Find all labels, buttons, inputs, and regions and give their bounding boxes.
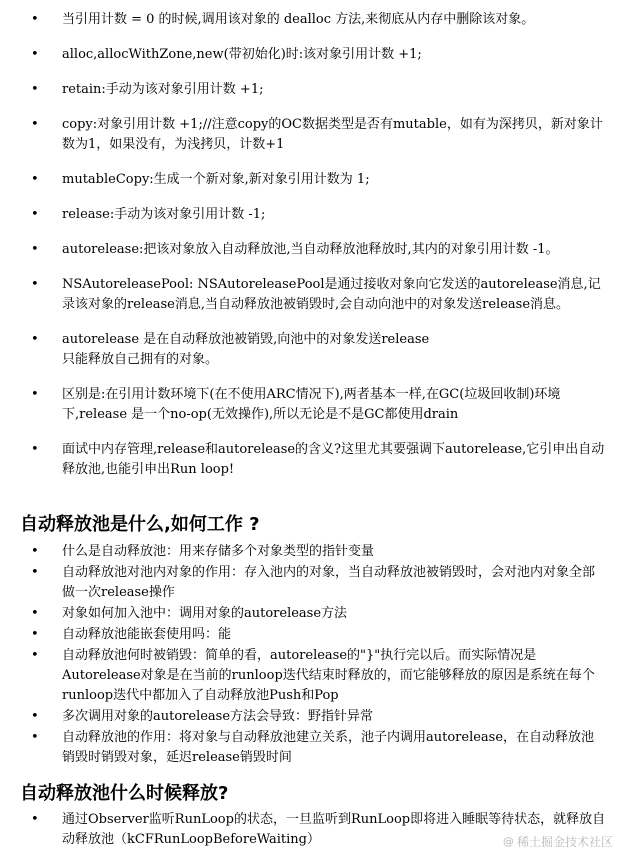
list-item-text: 什么是自动释放池：用来存储多个对象类型的指针变量: [62, 544, 375, 559]
bullet: •: [31, 207, 39, 222]
bullet: •: [31, 627, 39, 642]
section-heading-when: 自动释放池什么时候释放?: [20, 783, 229, 804]
list-item: [0, 115, 625, 155]
list-item: [0, 330, 625, 370]
list-item-text: 自动释放池何时被销毁：简单的看，autorelease的"}"执行完以后。而实际情况是Autorelease对象是在当前的runloop迭代结束时释放的，而它能够释放的原因是系统在每个runloop迭代中都加入了自动释放池Push和Pop: [62, 648, 595, 703]
bullet: •: [31, 648, 39, 663]
list-item-text: mutableCopy:生成一个新对象,新对象引用计数为 1;: [62, 172, 370, 187]
list-item-text: 自动释放池的作用：将对象与自动释放池建立关系，池子内调用autorelease，在自动释放池销毁时销毁对象，延迟release销毁时间: [62, 730, 595, 765]
list-item-text: 区别是:在引用计数环境下(在不使用ARC情况下),两者基本一样,在GC(垃圾回收制)环境下,release 是一个no-op(无效操作),所以无论是不是GC都使用drain: [62, 387, 561, 422]
bullet: •: [31, 172, 39, 187]
bullet: •: [31, 730, 39, 745]
list-item: [0, 625, 625, 645]
list-item: [0, 728, 625, 768]
list-item-text: 多次调用对象的autorelease方法会导致：野指针异常: [62, 709, 374, 724]
list-item-text: 通过Observer监听RunLoop的状态，一旦监听到RunLoop即将进入睡眠等待状态，就释放自动释放池（kCFRunLoopBeforeWaiting）: [62, 812, 606, 847]
bullet: •: [31, 242, 39, 257]
bullet: •: [31, 117, 39, 132]
list-item-text: autorelease 是在自动释放池被销毁,向池中的对象发送release 只能释放自己拥有的对象。: [62, 332, 430, 367]
autorelease-pool-list: [0, 542, 625, 769]
section-heading-what: 自动释放池是什么,如何工作 ?: [20, 514, 260, 535]
list-item-text: release:手动为该对象引用计数 -1;: [62, 207, 266, 222]
bullet: •: [31, 709, 39, 724]
list-item: [0, 275, 625, 315]
watermark-text: 稀土掘金技术社区: [516, 835, 613, 849]
list-item-text: 自动释放池对池内对象的作用：存入池内的对象，当自动释放池被销毁时，会对池内对象全部做一次release操作: [62, 565, 596, 600]
list-item: [0, 385, 625, 425]
list-item-text: 当引用计数 = 0 的时候,调用该对象的 dealloc 方法,来彻底从内存中删除该对象。: [62, 12, 535, 27]
list-item-text: copy:对象引用计数 +1;//注意copy的OC数据类型是否有mutable，如有为深拷贝，新对象计数为1，如果没有，为浅拷贝，计数+1: [62, 117, 603, 152]
list-item-text: alloc,allocWithZone,new(带初始化)时:该对象引用计数 +1;: [62, 47, 422, 62]
list-item: [0, 45, 625, 65]
bullet: •: [31, 82, 39, 97]
list-item-text: retain:手动为该对象引用计数 +1;: [62, 82, 264, 97]
list-item-text: autorelease:把该对象放入自动释放池,当自动释放池释放时,其内的对象引用计数 -1。: [62, 242, 559, 257]
list-item: [0, 563, 625, 603]
list-item: [0, 240, 625, 260]
watermark: [503, 833, 613, 850]
list-item-text: 对象如何加入池中：调用对象的autorelease方法: [62, 606, 348, 621]
list-item-text: NSAutoreleasePool: NSAutoreleasePool是通过接收对象向它发送的autorelease消息,记录该对象的release消息,当自动释放池被销毁时,会自动向池中的对象发送release消息。: [62, 277, 601, 312]
list-item: [0, 707, 625, 727]
list-item: [0, 80, 625, 100]
list-item-text: 自动释放池能嵌套使用吗：能: [62, 627, 232, 642]
at-icon: @: [502, 835, 514, 848]
list-item: [0, 646, 625, 706]
reference-count-list: [0, 10, 625, 495]
bullet: •: [31, 442, 39, 457]
bullet: •: [31, 277, 39, 292]
bullet: •: [31, 606, 39, 621]
list-item: [0, 10, 625, 30]
list-item: [0, 604, 625, 624]
bullet: •: [31, 565, 39, 580]
bullet: •: [31, 12, 39, 27]
list-item: [0, 205, 625, 225]
list-item: [0, 542, 625, 562]
list-item: [0, 170, 625, 190]
list-item-text: 面试中内存管理,release和autorelease的含义?这里尤其要强调下autorelease,它引申出自动释放池,也能引申出Run loop!: [62, 442, 605, 477]
bullet: •: [31, 812, 39, 827]
bullet: •: [31, 332, 39, 347]
bullet: •: [31, 387, 39, 402]
list-item: [0, 440, 625, 480]
bullet: •: [31, 47, 39, 62]
bullet: •: [31, 544, 39, 559]
